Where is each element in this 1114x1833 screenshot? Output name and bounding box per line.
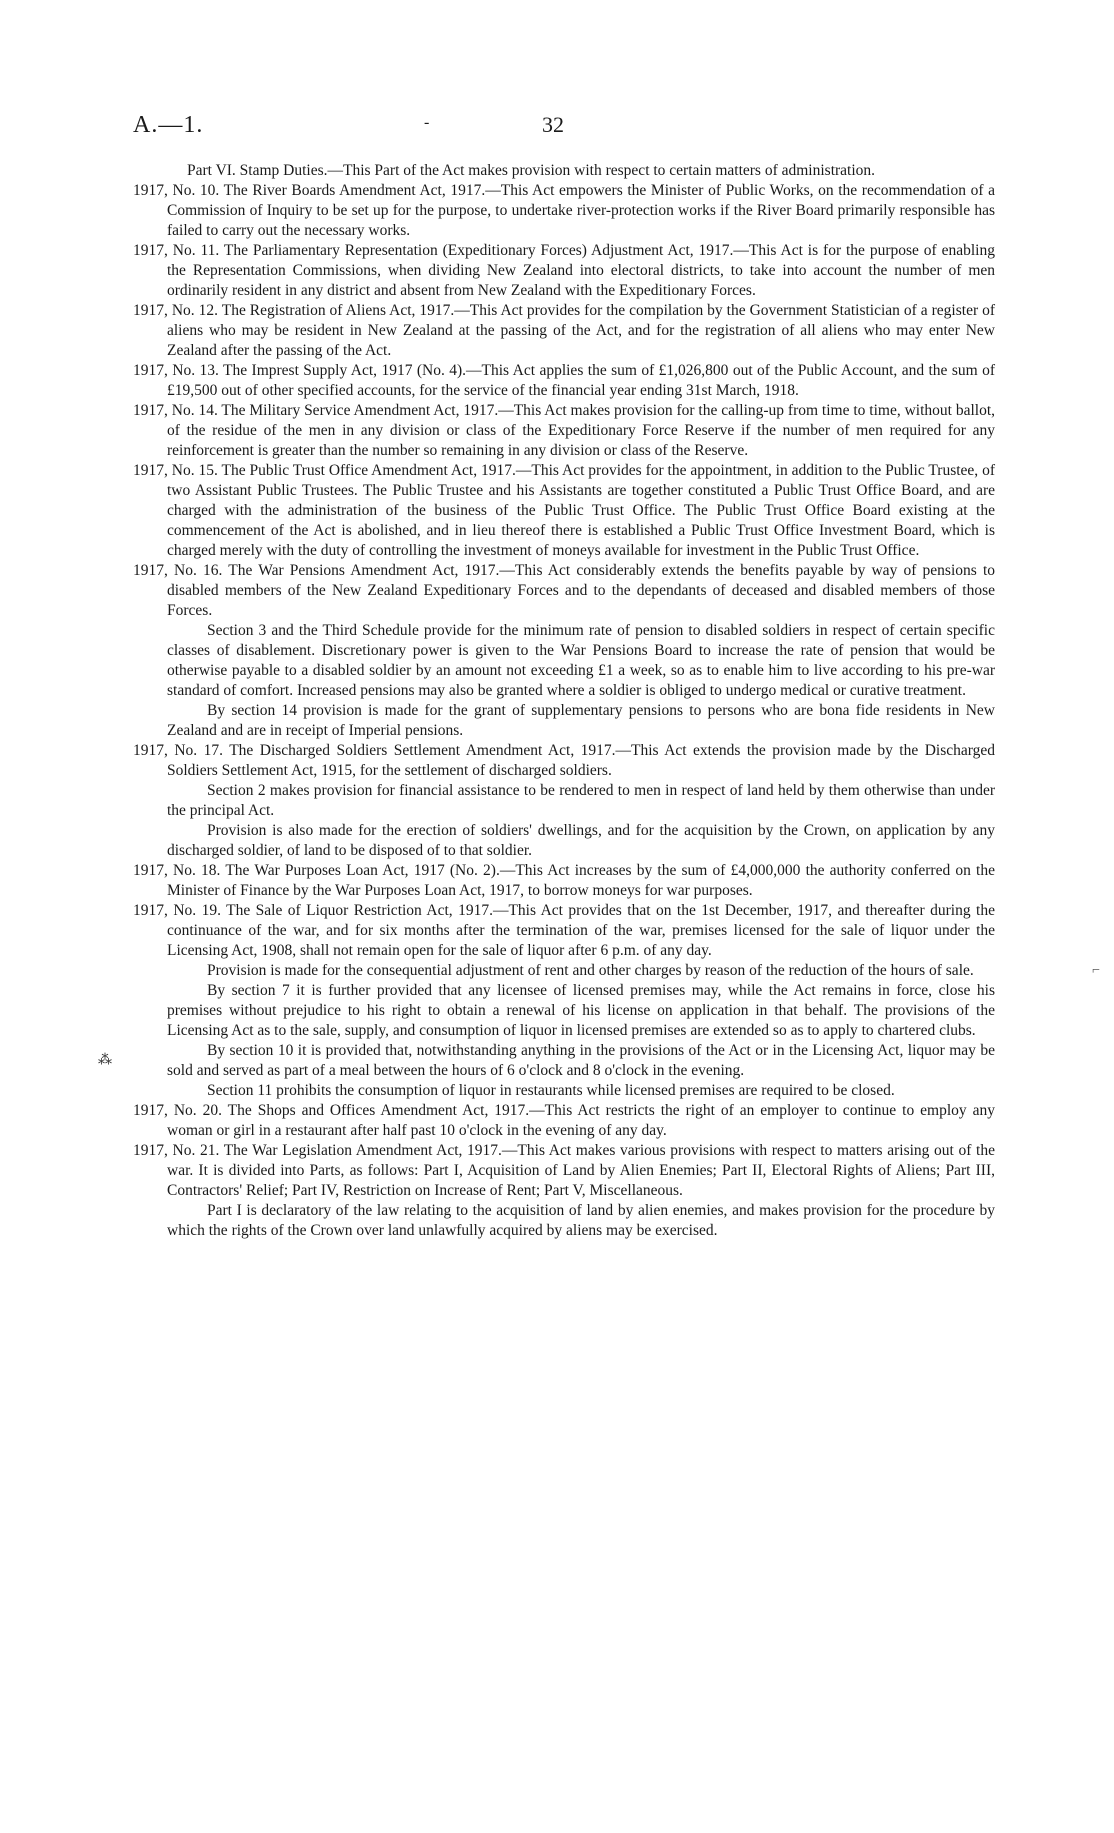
- act-entry: 1917, No. 21. The War Legislation Amendment Act, 1917.—This Act makes various provisions with respect to matters arising out of the war. It is divided into Parts, as follows: Part I, Acquisition of Land by Alien Enemies; Part II, Electoral Rights of Aliens; Part III, Contractors' Relief; Part IV, Restriction on Increase of Rent; Part V, Miscellaneous.: [133, 1142, 995, 1199]
- paragraph: By section 14 provision is made for the grant of supplementary pensions to persons who are bona fide residents in New Zealand and are in receipt of Imperial pensions.: [167, 702, 995, 739]
- document-reference: A.—1.: [133, 112, 204, 138]
- paragraph: By section 10 it is provided that, notwithstanding anything in the provisions of the Act or in the Licensing Act, liquor may be sold and served as part of a meal between the hours of 6 o'clock and 8 o'clock in the evening.: [167, 1042, 995, 1079]
- act-entry: 1917, No. 16. The War Pensions Amendment Act, 1917.—This Act considerably extends the benefits payable by way of pensions to disabled members of the New Zealand Expeditionary Forces and to the dependants of deceased and disabled members of those Forces.: [133, 562, 995, 619]
- margin-bracket-icon: ⌐: [1092, 963, 1100, 978]
- act-entry: 1917, No. 17. The Discharged Soldiers Settlement Amendment Act, 1917.—This Act extends the provision made by the Discharged Soldiers Settlement Act, 1915, for the settlement of discharged soldiers.: [133, 742, 995, 779]
- act-entry: 1917, No. 10. The River Boards Amendment Act, 1917.—This Act empowers the Minister of Public Works, on the recommendation of a Commission of Inquiry to be set up for the purpose, to undertake river-protection works if the River Board primarily responsible has failed to carry out the necessary works.: [133, 182, 995, 239]
- page-header: [133, 112, 1013, 140]
- act-entry: 1917, No. 19. The Sale of Liquor Restriction Act, 1917.—This Act provides that on the 1st December, 1917, and thereafter during the continuance of the war, and for six months after the termination of the war, premises licensed for the sale of liquor under the Licensing Act, 1908, shall not remain open for the sale of liquor after 6 p.m. of any day.: [133, 902, 995, 959]
- page-number: 32: [542, 112, 564, 137]
- paragraph: Provision is also made for the erection of soldiers' dwellings, and for the acquisition by the Crown, on application by any discharged soldier, of land to be disposed of to that soldier.: [167, 822, 995, 859]
- paragraph: Provision is made for the consequential adjustment of rent and other charges by reason of the reduction of the hours of sale.: [207, 962, 974, 979]
- act-entry: 1917, No. 11. The Parliamentary Representation (Expeditionary Forces) Adjustment Act, 1917.—This Act is for the purpose of enabling the Representation Commissions, when dividing New Zealand into electoral districts, to take into account the number of men ordinarily resident in any district and absent from New Zealand with the Expeditionary Forces.: [133, 242, 995, 299]
- paragraph: Section 3 and the Third Schedule provide for the minimum rate of pension to disabled soldiers in respect of certain specific classes of disablement. Discretionary power is given to the War Pensions Board to increase the rate of pension that would be otherwise payable to a disabled soldier by an amount not exceeding £1 a week, so as to enable him to live according to his pre-war standard of comfort. Increased pensions may also be granted where a soldier is obliged to undergo medical or curative treatment.: [167, 622, 995, 699]
- paragraph: Section 11 prohibits the consumption of liquor in restaurants while licensed premises are required to be closed.: [207, 1082, 895, 1099]
- paragraph: Part VI. Stamp Duties.—This Part of the Act makes provision with respect to certain matters of administration.: [187, 162, 876, 179]
- act-entry: 1917, No. 13. The Imprest Supply Act, 1917 (No. 4).—This Act applies the sum of £1,026,800 out of the Public Account, and the sum of £19,500 out of other specified accounts, for the service of the financial year ending 31st March, 1918.: [133, 362, 995, 399]
- header-mark: -: [424, 114, 430, 131]
- paragraph: Section 2 makes provision for financial assistance to be rendered to men in respect of land held by them otherwise than under the principal Act.: [167, 782, 995, 819]
- act-entry: 1917, No. 20. The Shops and Offices Amendment Act, 1917.—This Act restricts the right of an employer to continue to employ any woman or girl in a restaurant after half past 10 o'clock in the evening of any day.: [133, 1102, 995, 1139]
- paragraph: By section 7 it is further provided that any licensee of licensed premises may, while the Act remains in force, close his premises without prejudice to his right to obtain a renewal of his license on application in that behalf. The provisions of the Licensing Act as to the sale, supply, and consumption of liquor in licensed premises are extended so as to apply to chartered clubs.: [167, 982, 995, 1039]
- act-entry: 1917, No. 12. The Registration of Aliens Act, 1917.—This Act provides for the compilation by the Government Statistician of a register of aliens who may be resident in New Zealand at the passing of the Act, and for the registration of all aliens who may enter New Zealand after the passing of the Act.: [133, 302, 995, 359]
- margin-mark-icon: ⁂: [98, 1053, 112, 1068]
- act-entry: 1917, No. 15. The Public Trust Office Amendment Act, 1917.—This Act provides for the appointment, in addition to the Public Trustee, of two Assistant Public Trustees. The Public Trustee and his Assistants are together constituted a Public Trust Office Board, and are charged with the administration of the business of the Public Trust Office. The Public Trust Office Board existing at the commencement of the Act is abolished, and in lieu thereof there is established a Public Trust Office Investment Board, which is charged merely with the duty of controlling the investment of moneys available for investment in the Public Trust Office.: [133, 462, 995, 559]
- paragraph: Part I is declaratory of the law relating to the acquisition of land by alien enemies, and makes provision for the procedure by which the rights of the Crown over land unlawfully acquired by aliens may be exercised.: [167, 1202, 995, 1239]
- document-body: [133, 161, 995, 1241]
- act-entry: 1917, No. 18. The War Purposes Loan Act, 1917 (No. 2).—This Act increases by the sum of £4,000,000 the authority conferred on the Minister of Finance by the War Purposes Loan Act, 1917, to borrow moneys for war purposes.: [133, 862, 995, 899]
- act-entry: 1917, No. 14. The Military Service Amendment Act, 1917.—This Act makes provision for the calling-up from time to time, without ballot, of the residue of the men in any division or class of the Expeditionary Force Reserve if the number of men required for any reinforcement is greater than the number so remaining in any division or class of the Reserve.: [133, 402, 995, 459]
